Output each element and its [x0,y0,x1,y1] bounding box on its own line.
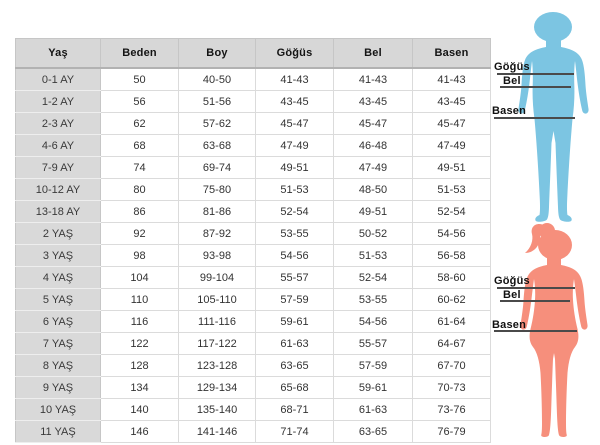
table-cell: 59-61 [334,377,413,399]
table-cell: 41-43 [413,68,491,91]
table-cell: 117-122 [179,333,256,355]
row-label: 13-18 AY [16,201,101,223]
table-cell: 86 [101,201,179,223]
table-cell: 40-50 [179,68,256,91]
table-cell: 60-62 [413,289,491,311]
table-cell: 53-55 [256,223,334,245]
row-label: 4 YAŞ [16,267,101,289]
table-cell: 146 [101,421,179,443]
table-cell: 50-52 [334,223,413,245]
table-row [16,201,491,223]
table-cell: 140 [101,399,179,421]
row-label: 1-2 AY [16,91,101,113]
table-cell: 129-134 [179,377,256,399]
row-label: 8 YAŞ [16,355,101,377]
table-cell: 63-65 [256,355,334,377]
table-cell: 61-64 [413,311,491,333]
table-row [16,245,491,267]
girl-hip-label: Basen [492,319,527,331]
table-cell: 49-51 [256,157,334,179]
size-table [15,38,491,443]
table-cell: 93-98 [179,245,256,267]
row-label: 7-9 AY [16,157,101,179]
table-row [16,267,491,289]
table-cell: 41-43 [256,68,334,91]
table-cell: 63-68 [179,135,256,157]
column-header-hip: Basen [413,39,491,69]
table-cell: 99-104 [179,267,256,289]
table-cell: 54-56 [413,223,491,245]
table-cell: 73-76 [413,399,491,421]
column-header-chest: Göğüs [256,39,334,69]
table-cell: 45-47 [413,113,491,135]
table-row [16,311,491,333]
table-cell: 46-48 [334,135,413,157]
table-row [16,157,491,179]
girl-waist-label: Bel [503,289,521,301]
table-cell: 69-74 [179,157,256,179]
table-cell: 128 [101,355,179,377]
table-cell: 104 [101,267,179,289]
row-label: 6 YAŞ [16,311,101,333]
table-row [16,135,491,157]
table-cell: 41-43 [334,68,413,91]
table-row [16,333,491,355]
table-cell: 62 [101,113,179,135]
table-cell: 92 [101,223,179,245]
table-cell: 47-49 [334,157,413,179]
table-body [16,68,491,443]
table-cell: 76-79 [413,421,491,443]
table-cell: 68-71 [256,399,334,421]
table-cell: 52-54 [413,201,491,223]
table-row [16,223,491,245]
table-cell: 141-146 [179,421,256,443]
table-cell: 65-68 [256,377,334,399]
table-cell: 55-57 [334,333,413,355]
row-label: 10-12 AY [16,179,101,201]
table-cell: 45-47 [256,113,334,135]
table-cell: 51-53 [413,179,491,201]
table-cell: 55-57 [256,267,334,289]
table-cell: 50 [101,68,179,91]
table-cell: 98 [101,245,179,267]
table-cell: 64-67 [413,333,491,355]
girl-chest-label: Göğüs [494,275,530,287]
table-cell: 48-50 [334,179,413,201]
table-cell: 56-58 [413,245,491,267]
row-label: 0-1 AY [16,68,101,91]
table-cell: 135-140 [179,399,256,421]
table-cell: 57-62 [179,113,256,135]
table-row [16,113,491,135]
table-cell: 59-61 [256,311,334,333]
table-cell: 58-60 [413,267,491,289]
table-cell: 47-49 [256,135,334,157]
table-cell: 57-59 [334,355,413,377]
table-cell: 53-55 [334,289,413,311]
boy-waist-label: Bel [503,75,521,87]
table-cell: 51-53 [256,179,334,201]
table-cell: 123-128 [179,355,256,377]
table-cell: 105-110 [179,289,256,311]
row-label: 2-3 AY [16,113,101,135]
row-label: 7 YAŞ [16,333,101,355]
table-row [16,377,491,399]
boy-hip-line [494,117,575,119]
row-label: 2 YAŞ [16,223,101,245]
table-cell: 61-63 [334,399,413,421]
table-cell: 43-45 [334,91,413,113]
table-row [16,399,491,421]
table-cell: 134 [101,377,179,399]
table-cell: 45-47 [334,113,413,135]
column-header-waist: Bel [334,39,413,69]
table-cell: 81-86 [179,201,256,223]
row-label: 11 YAŞ [16,421,101,443]
table-cell: 116 [101,311,179,333]
table-cell: 111-116 [179,311,256,333]
table-cell: 47-49 [413,135,491,157]
table-cell: 57-59 [256,289,334,311]
table-cell: 56 [101,91,179,113]
table-header-row [16,39,491,69]
table-row [16,68,491,91]
table-cell: 122 [101,333,179,355]
table-row [16,179,491,201]
column-header-height: Boy [179,39,256,69]
table-cell: 54-56 [334,311,413,333]
table-cell: 51-56 [179,91,256,113]
table-cell: 43-45 [413,91,491,113]
row-label: 10 YAŞ [16,399,101,421]
table-cell: 110 [101,289,179,311]
table-cell: 52-54 [334,267,413,289]
column-header-age: Yaş [16,39,101,69]
row-label: 3 YAŞ [16,245,101,267]
table-cell: 67-70 [413,355,491,377]
table-row [16,355,491,377]
table-cell: 52-54 [256,201,334,223]
table-row [16,91,491,113]
table-cell: 74 [101,157,179,179]
table-cell: 49-51 [334,201,413,223]
table-cell: 80 [101,179,179,201]
column-header-size: Beden [101,39,179,69]
boy-hip-label: Basen [492,105,527,117]
table-cell: 71-74 [256,421,334,443]
table-row [16,289,491,311]
table-cell: 54-56 [256,245,334,267]
table-cell: 49-51 [413,157,491,179]
row-label: 4-6 AY [16,135,101,157]
row-label: 5 YAŞ [16,289,101,311]
table-cell: 87-92 [179,223,256,245]
boy-chest-label: Göğüs [494,61,530,73]
table-row [16,421,491,443]
table-cell: 75-80 [179,179,256,201]
table-cell: 61-63 [256,333,334,355]
table-cell: 70-73 [413,377,491,399]
row-label: 9 YAŞ [16,377,101,399]
table-cell: 51-53 [334,245,413,267]
table-cell: 63-65 [334,421,413,443]
table-cell: 68 [101,135,179,157]
table-cell: 43-45 [256,91,334,113]
